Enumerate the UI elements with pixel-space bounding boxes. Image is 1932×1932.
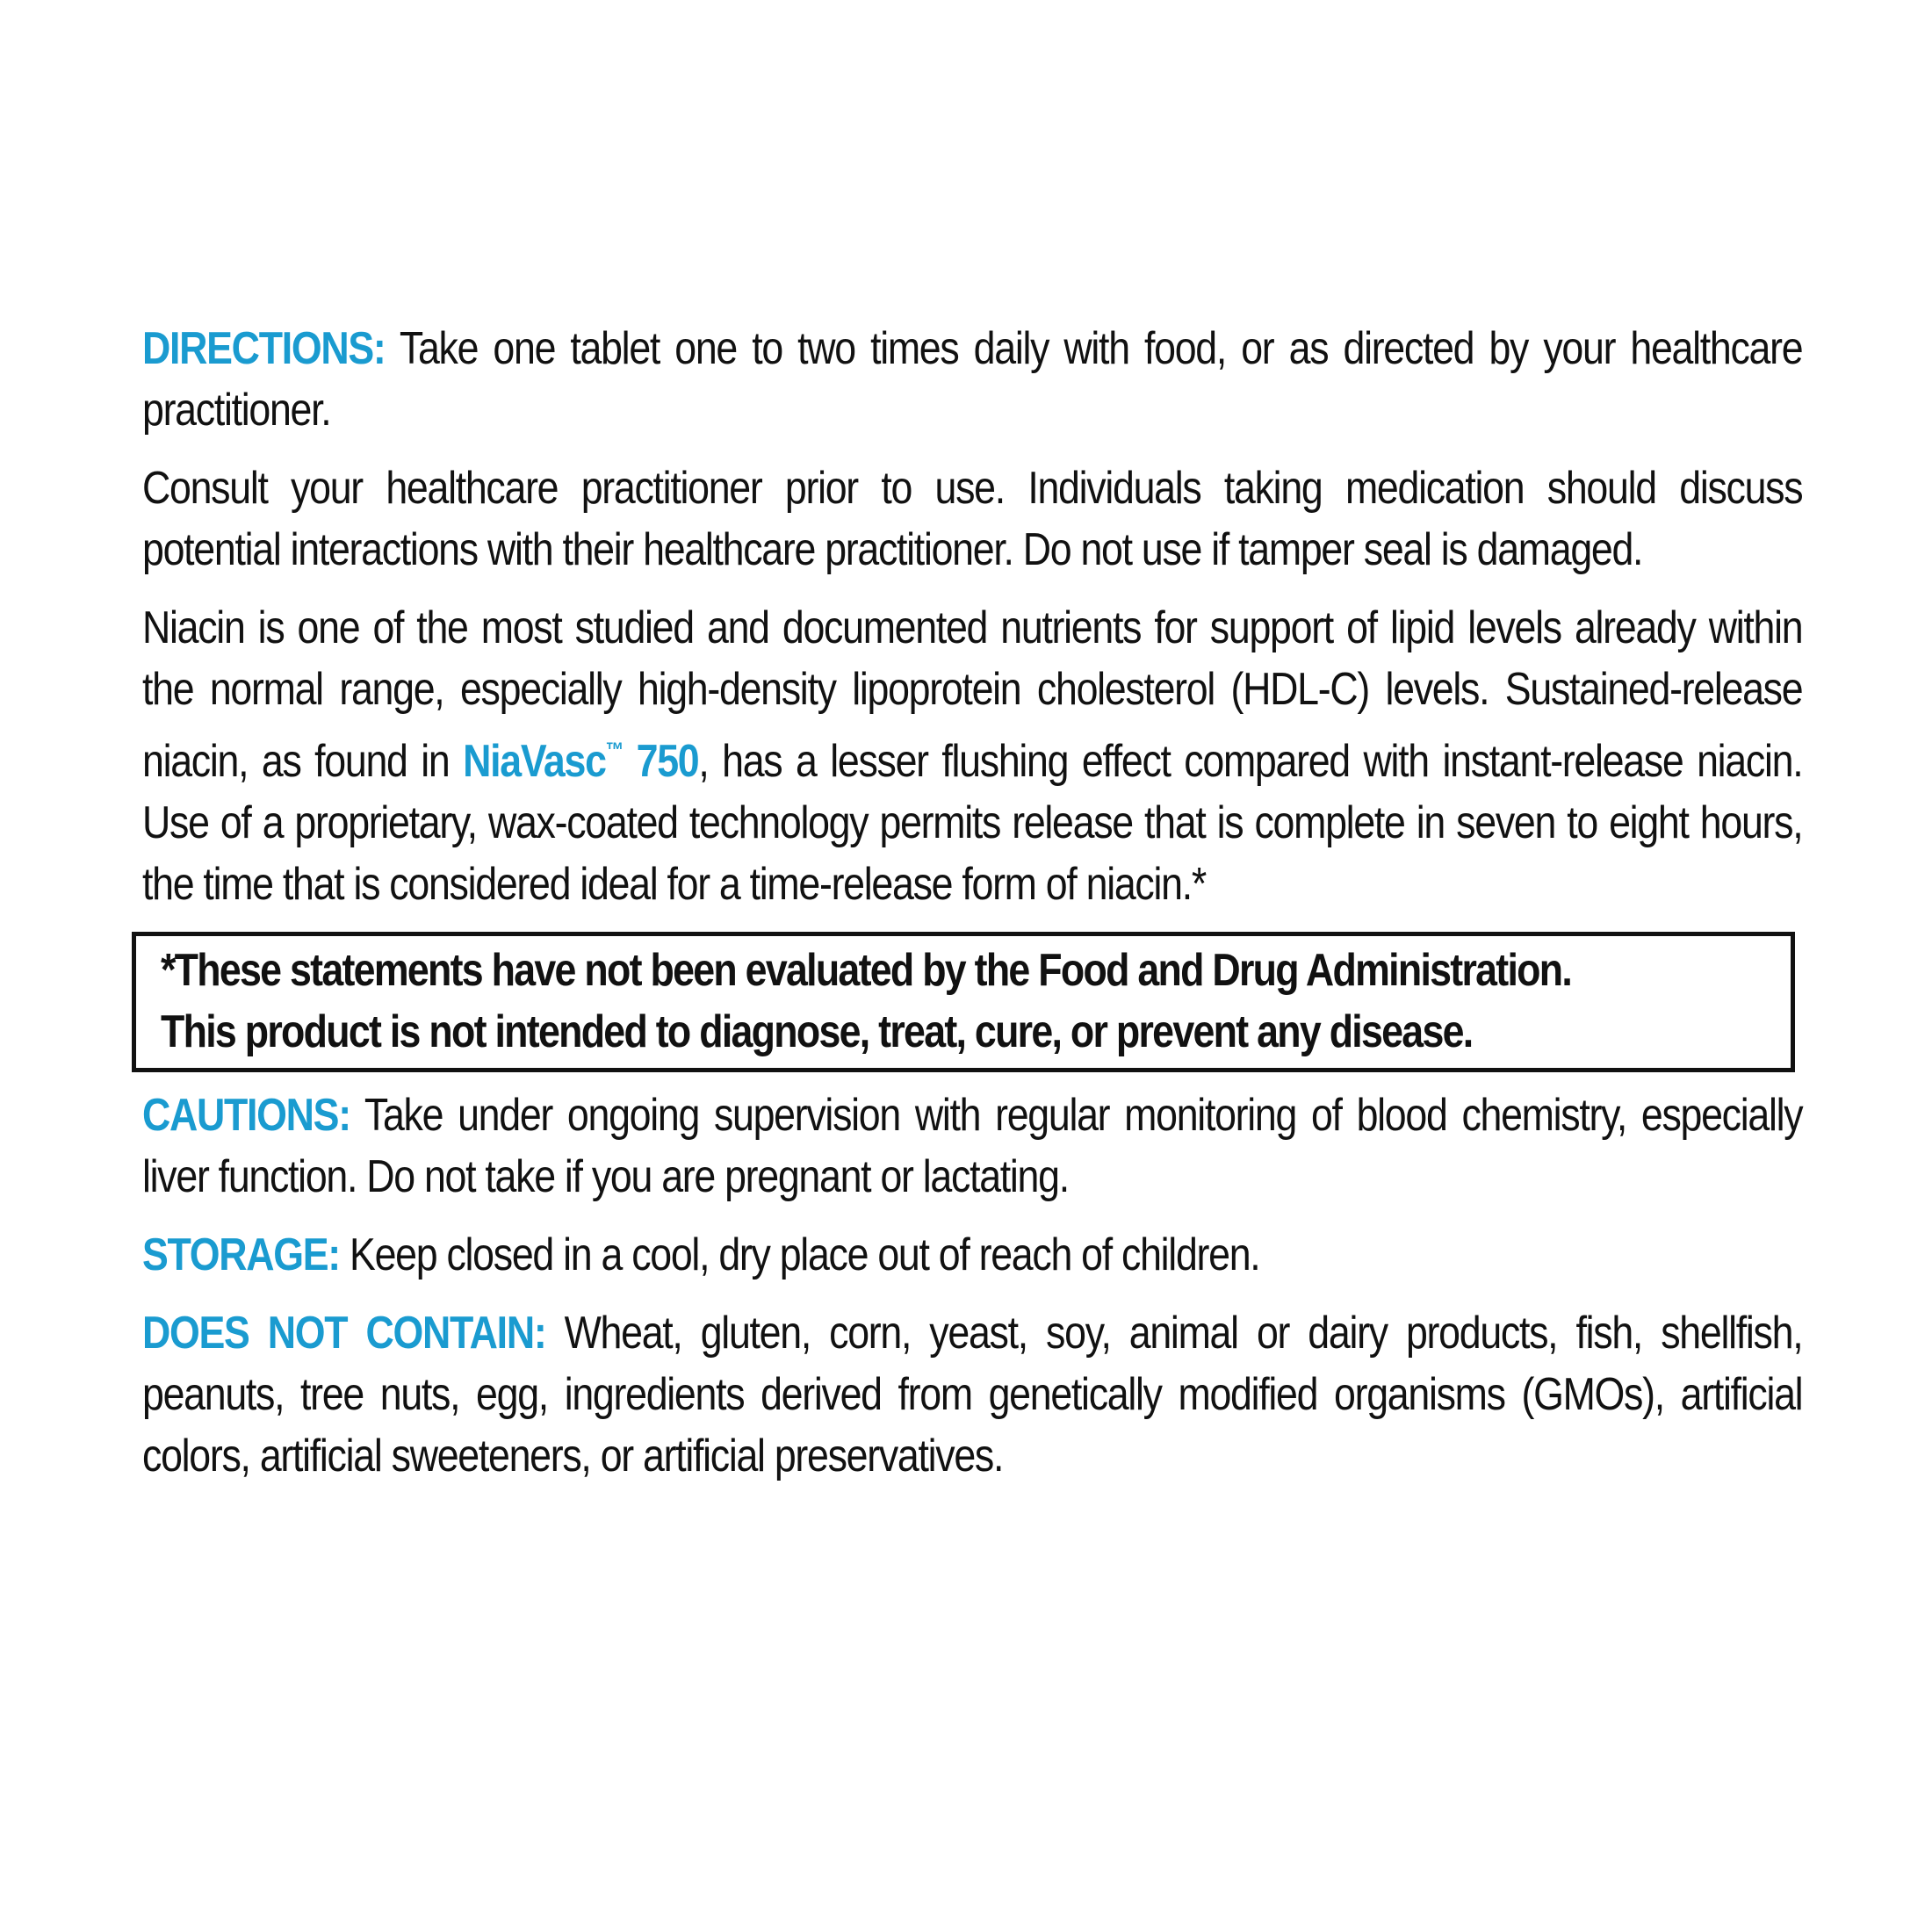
cautions-paragraph (142, 1085, 1802, 1208)
fda-disclaimer-line1: *These statements have not been evaluated by the Food and Drug Administration. (161, 945, 1572, 996)
directions-text: Take one tablet one to two times daily with food, or as directed by your healthcare practitioner. (142, 323, 1803, 436)
does-not-contain-label: DOES NOT CONTAIN: (142, 1308, 546, 1359)
niacin-paragraph (142, 597, 1802, 915)
brand-number: 750 (623, 736, 699, 787)
directions-paragraph (142, 318, 1802, 441)
brand-name: NiaVasc (463, 736, 606, 787)
cautions-label: CAUTIONS: (142, 1090, 350, 1141)
storage-text: Keep closed in a cool, dry place out of reach of children. (339, 1229, 1260, 1280)
storage-label: STORAGE: (142, 1229, 340, 1280)
does-not-contain-paragraph (142, 1302, 1802, 1487)
fda-disclaimer-box (132, 932, 1795, 1072)
product-label-text (142, 318, 1802, 1503)
does-not-contain-text: Wheat, gluten, corn, yeast, soy, animal or dairy products, fish, shellfish, peanuts, tree nuts, egg, ingredients derived from genetically modified organisms (GMOs), artificial colors, artificial sweeteners, or artificial preservatives. (142, 1308, 1803, 1481)
trademark-symbol: ™ (605, 739, 624, 762)
directions-label: DIRECTIONS: (142, 323, 386, 374)
cautions-text: Take under ongoing supervision with regular monitoring of blood chemistry, especially liver function. Do not take if you are pregnant or lactating. (142, 1090, 1803, 1202)
fda-disclaimer-line2: This product is not intended to diagnose, treat, cure, or prevent any disease. (161, 1006, 1473, 1057)
niacin-text-after: , has a lesser flushing effect compared with instant-release niacin. Use of a proprietary, wax-coated technology permits release that is complete in seven to eight hours, the time that is considered ideal for a time-release form of niacin.* (142, 736, 1803, 910)
consult-paragraph: Consult your healthcare practitioner prior to use. Individuals taking medication should discuss potential interactions with their healthcare practitioner. Do not use if tamper seal is damaged. (142, 463, 1803, 575)
niacin-text-before: Niacin is one of the most studied and documented nutrients for support of lipid levels already within the normal range, especially high-density lipoprotein cholesterol (HDL-C) levels. Sustained-release niacin, as found in (142, 602, 1803, 787)
storage-paragraph (142, 1224, 1802, 1286)
